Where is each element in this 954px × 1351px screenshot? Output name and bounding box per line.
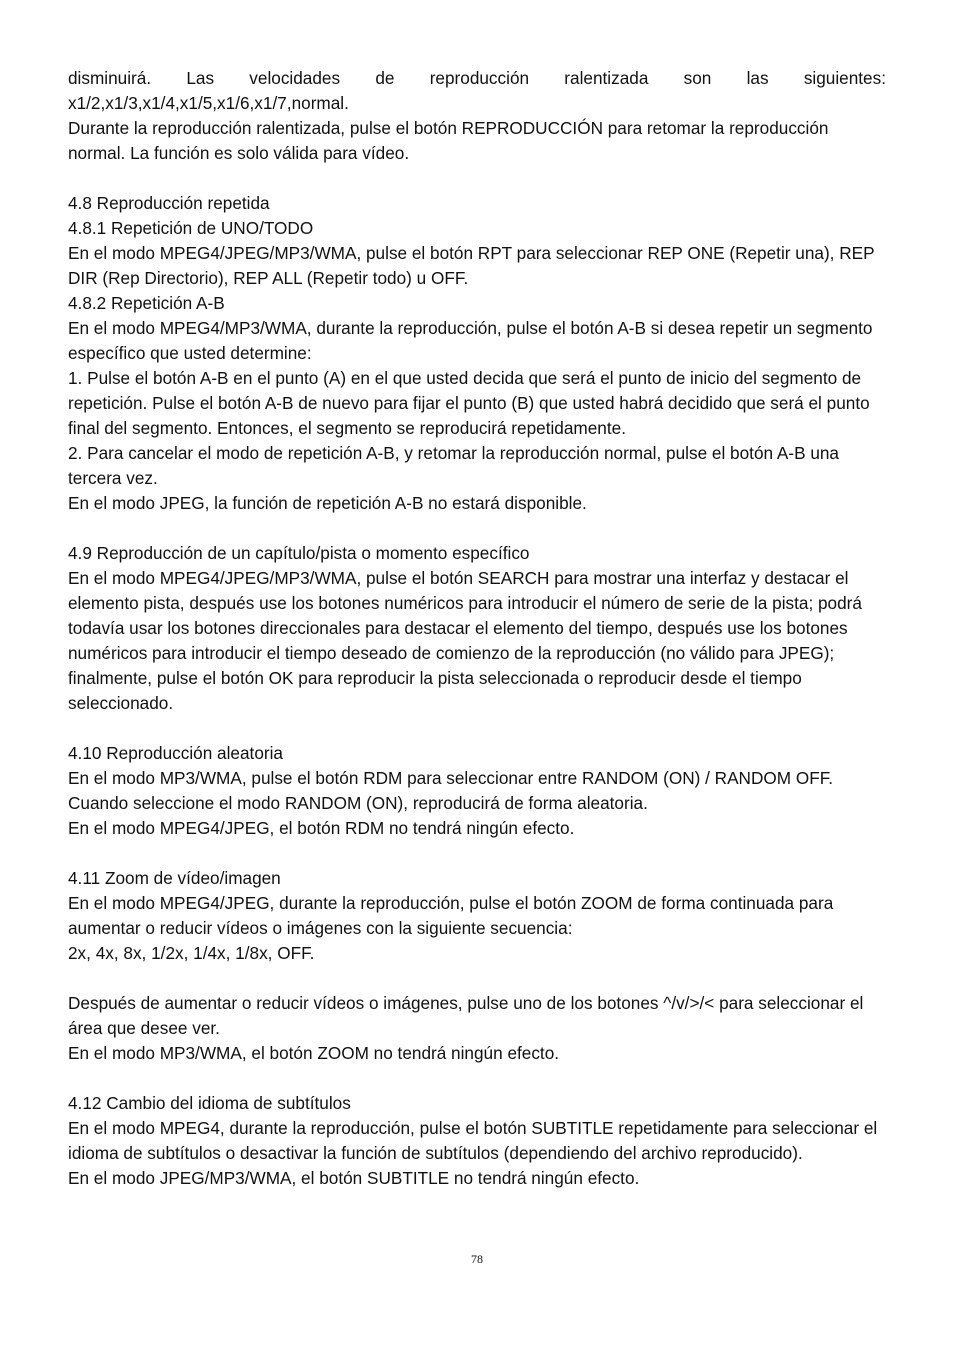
spacer — [68, 166, 886, 191]
spacer — [68, 966, 886, 991]
section-4-11-text-1: En el modo MPEG4/JPEG, durante la reproducción, pulse el botón ZOOM de forma continuada para aumentar o reducir vídeos o imágenes con la siguiente secuencia: — [68, 893, 834, 938]
intro-line-1: disminuirá. Las velocidades de reproducción ralentizada son las siguientes: — [68, 68, 886, 88]
section-4-10-heading: 4.10 Reproducción aleatoria — [68, 743, 283, 763]
page-number: 78 — [471, 1252, 483, 1266]
intro-paragraph: Durante la reproducción ralentizada, pulse el botón REPRODUCCIÓN para retomar la reproducción normal. La función es solo válida para vídeo. — [68, 118, 829, 163]
section-4-8-1-text: En el modo MPEG4/JPEG/MP3/WMA, pulse el botón RPT para seleccionar REP ONE (Repetir una), REP DIR (Rep Directorio), REP ALL (Repetir todo) u OFF. — [68, 243, 875, 288]
section-4-10-text-2: En el modo MPEG4/JPEG, el botón RDM no tendrá ningún efecto. — [68, 818, 575, 838]
section-4-8-2-step-2: 2. Para cancelar el modo de repetición A-B, y retomar la reproducción normal, pulse el botón A-B una tercera vez. — [68, 443, 839, 488]
section-4-8-1-heading: 4.8.1 Repetición de UNO/TODO — [68, 218, 314, 238]
section-4-8-2-step-1: 1. Pulse el botón A-B en el punto (A) en el que usted decida que será el punto de inicio del segmento de repetición. Pulse el botón A-B de nuevo para fijar el punto (B) que usted habrá decidido que será el punto final del segmento. Entonces, el segmento se reproducirá repetidamente. — [68, 368, 870, 438]
section-4-8-2-heading: 4.8.2 Repetición A-B — [68, 293, 225, 313]
spacer — [68, 516, 886, 541]
section-4-12-text-1: En el modo MPEG4, durante la reproducción, pulse el botón SUBTITLE repetidamente para seleccionar el idioma de subtítulos o desactivar la función de subtítulos (dependiendo del archivo reproducido). — [68, 1118, 878, 1163]
section-4-9-text: En el modo MPEG4/JPEG/MP3/WMA, pulse el botón SEARCH para mostrar una interfaz y destacar el elemento pista, después use los botones numéricos para introducir el número de serie de la pista; podrá todavía usar los botones direccionales para destacar el elemento del tiempo, después use los botones numéricos para introducir el tiempo deseado de comienzo de la reproducción (no válido para JPEG); finalmente, pulse el botón OK para reproducir la pista seleccionada o reproducir desde el tiempo seleccionado. — [68, 568, 862, 713]
document-page — [68, 66, 886, 1191]
intro-line-2: x1/2,x1/3,x1/4,x1/5,x1/6,x1/7,normal. — [68, 93, 349, 113]
section-4-12-heading: 4.12 Cambio del idioma de subtítulos — [68, 1093, 351, 1113]
section-4-10-text-1: En el modo MP3/WMA, pulse el botón RDM para seleccionar entre RANDOM (ON) / RANDOM OFF. Cuando seleccione el modo RANDOM (ON), reproducirá de forma aleatoria. — [68, 768, 834, 813]
section-4-11-sequence: 2x, 4x, 8x, 1/2x, 1/4x, 1/8x, OFF. — [68, 943, 315, 963]
section-4-8-2-note: En el modo JPEG, la función de repetición A-B no estará disponible. — [68, 493, 587, 513]
spacer — [68, 716, 886, 741]
spacer — [68, 1066, 886, 1091]
section-4-11-heading: 4.11 Zoom de vídeo/imagen — [68, 868, 281, 888]
section-4-8-heading: 4.8 Reproducción repetida — [68, 193, 270, 213]
section-4-11-text-3: En el modo MP3/WMA, el botón ZOOM no tendrá ningún efecto. — [68, 1043, 560, 1063]
spacer — [68, 841, 886, 866]
section-4-12-text-2: En el modo JPEG/MP3/WMA, el botón SUBTITLE no tendrá ningún efecto. — [68, 1168, 640, 1188]
section-4-9-heading: 4.9 Reproducción de un capítulo/pista o momento específico — [68, 543, 530, 563]
section-4-11-text-2: Después de aumentar o reducir vídeos o imágenes, pulse uno de los botones ^/v/>/< para seleccionar el área que desee ver. — [68, 993, 864, 1038]
section-4-8-2-text: En el modo MPEG4/MP3/WMA, durante la reproducción, pulse el botón A-B si desea repetir un segmento específico que usted determine: — [68, 318, 873, 363]
